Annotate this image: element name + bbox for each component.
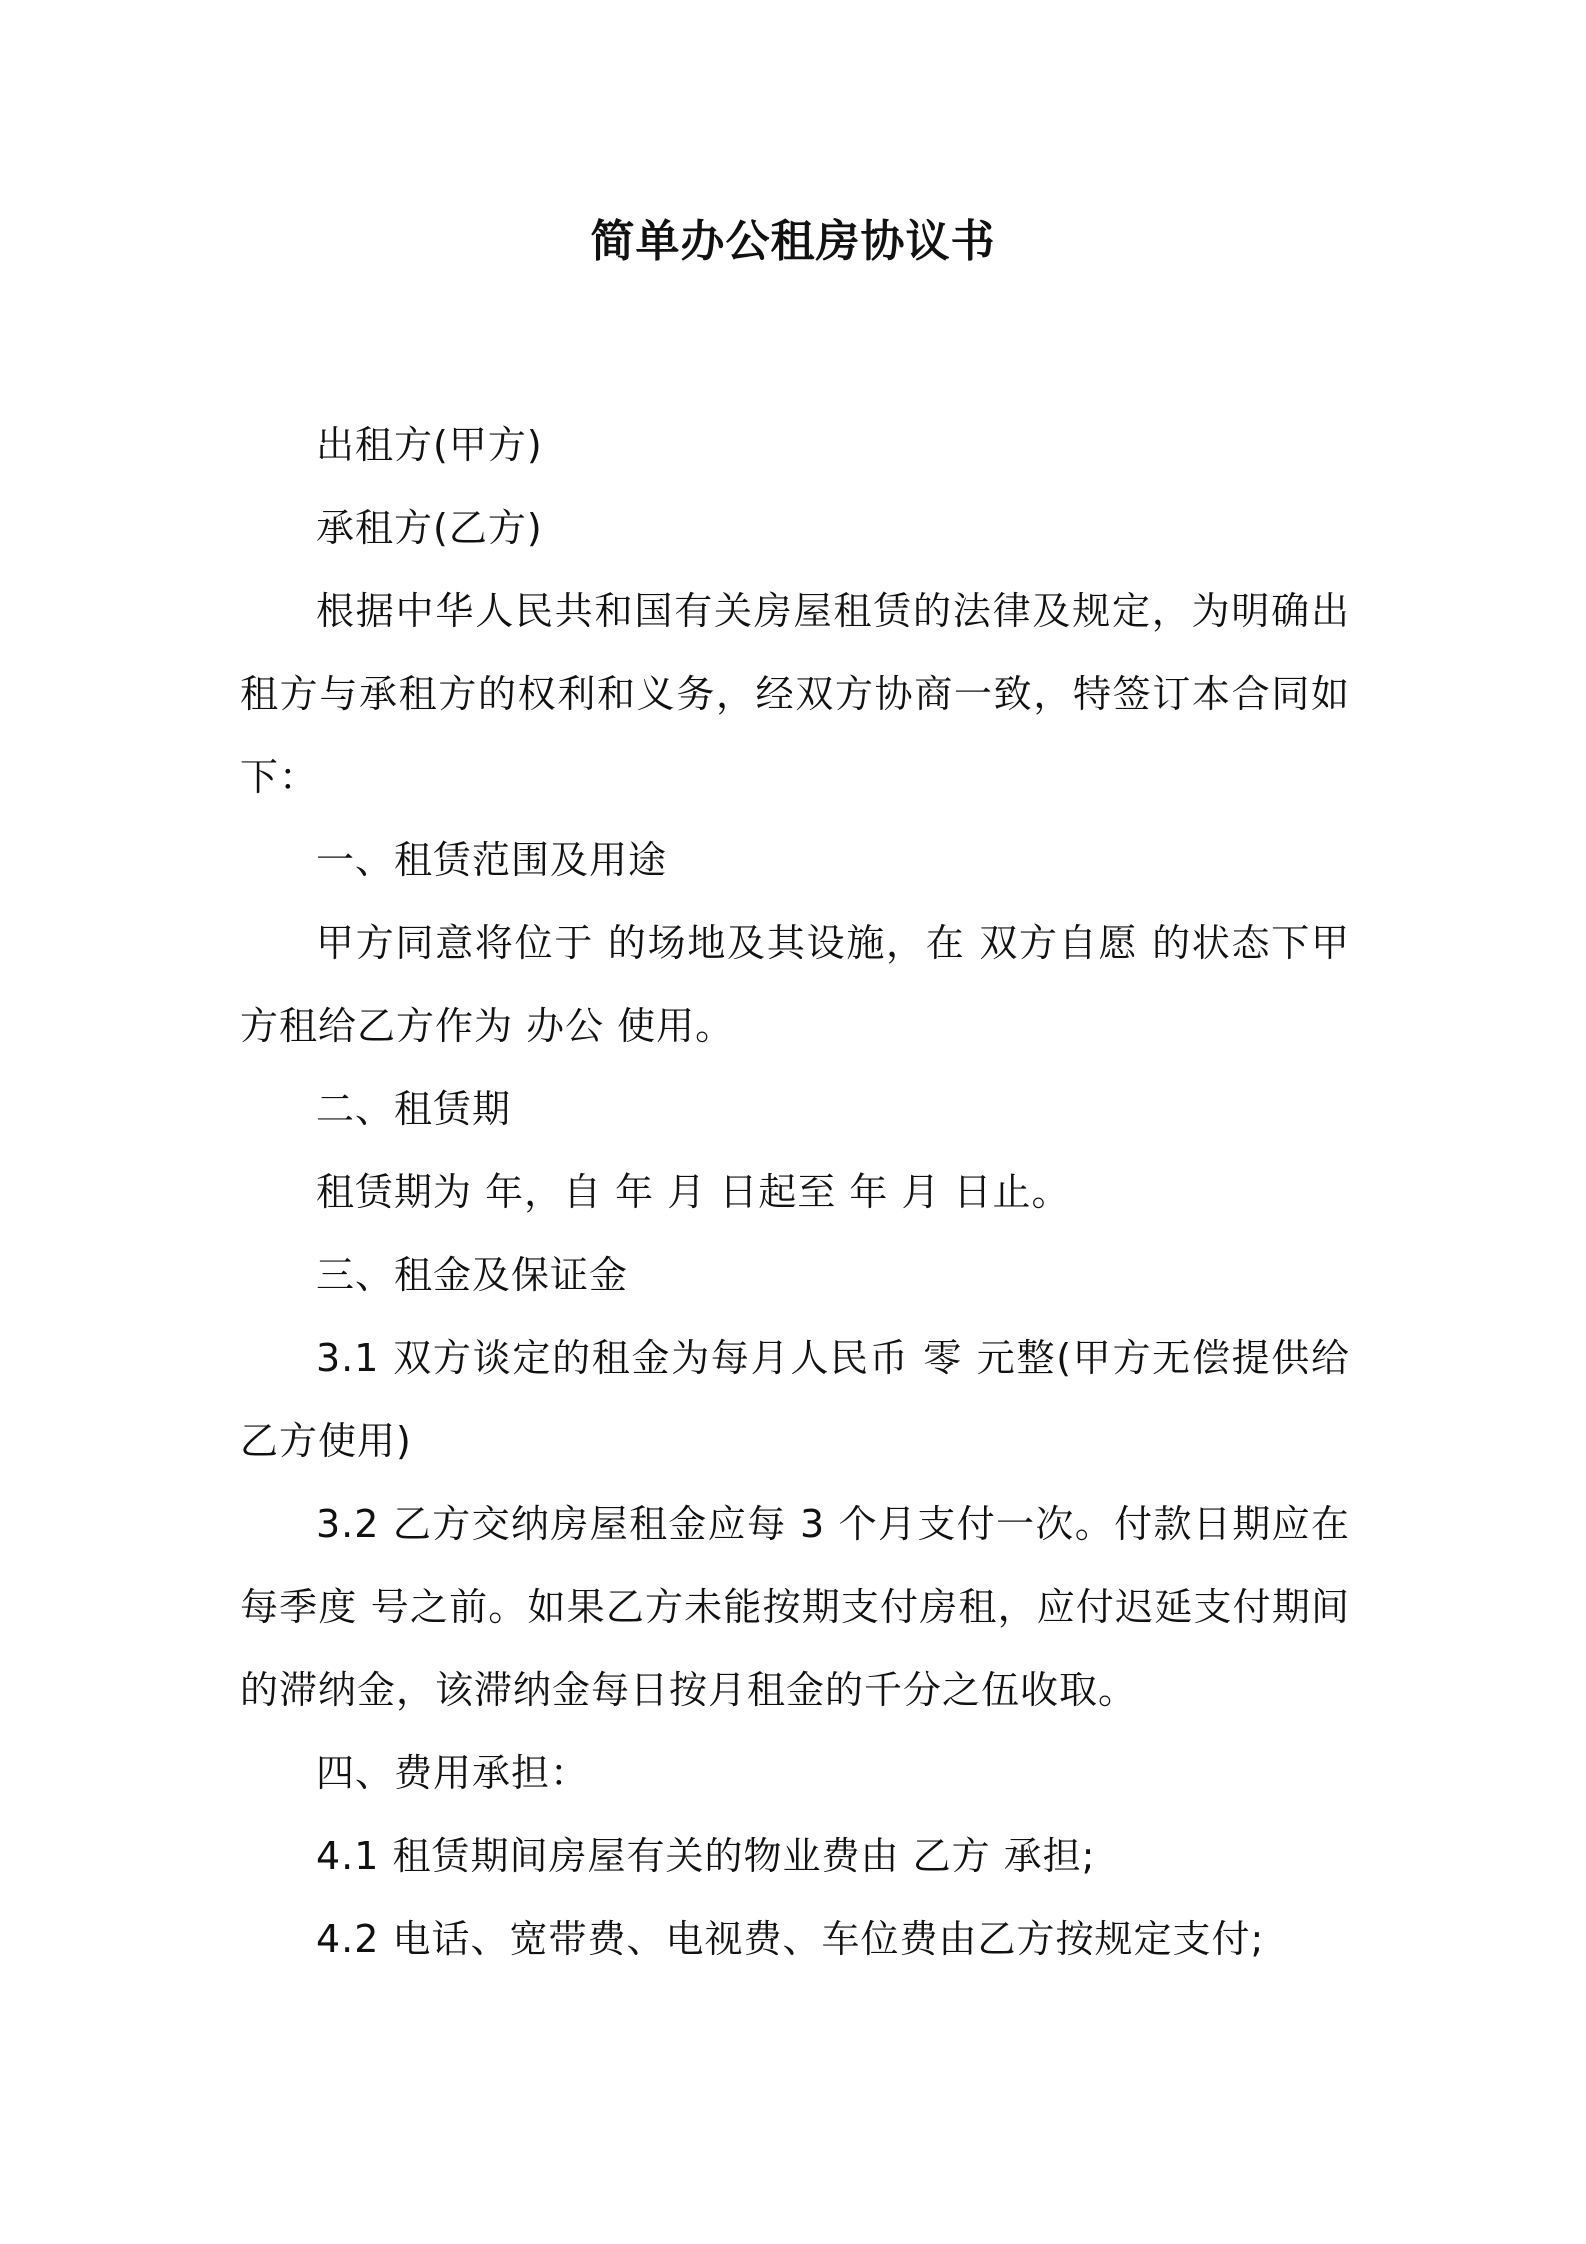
section-heading-scope: 一、租赁范围及用途	[316, 838, 668, 882]
section-heading-rent: 三、租金及保证金	[316, 1253, 629, 1297]
lessor-line: 出租方(甲方)	[316, 423, 543, 467]
document-title: 简单办公租房协议书	[590, 216, 996, 267]
section-heading-term: 二、租赁期	[316, 1087, 512, 1131]
cost-clause-4-2: 4.2 电话、宽带费、电视费、车位费由乙方按规定支付;	[316, 1917, 1265, 1961]
document-body	[240, 404, 1350, 1981]
cost-clause-4-1: 4.1 租赁期间房屋有关的物业费由 乙方 承担;	[316, 1834, 1096, 1878]
rent-clause-3-1: 3.1 双方谈定的租金为每月人民币 零 元整(甲方无偿提供给乙方使用)	[240, 1336, 1350, 1463]
rent-clause-3-2: 3.2 乙方交纳房屋租金应每 3 个月支付一次。付款日期应在每季度 号之前。如果乙方未能按期支付房租，应付迟延支付期间的滞纳金，该滞纳金每日按月租金的千分之伍收取。	[240, 1502, 1350, 1712]
preamble-paragraph: 根据中华人民共和国有关房屋租赁的法律及规定，为明确出租方与承租方的权利和义务，经双方协商一致，特签订本合同如下：	[240, 589, 1350, 799]
scope-paragraph: 甲方同意将位于 的场地及其设施，在 双方自愿 的状态下甲方租给乙方作为 办公 使用。	[240, 921, 1350, 1048]
lessee-line: 承租方(乙方)	[316, 506, 543, 550]
term-paragraph: 租赁期为 年，自 年 月 日起至 年 月 日止。	[316, 1170, 1071, 1214]
section-heading-costs: 四、费用承担：	[316, 1751, 590, 1795]
